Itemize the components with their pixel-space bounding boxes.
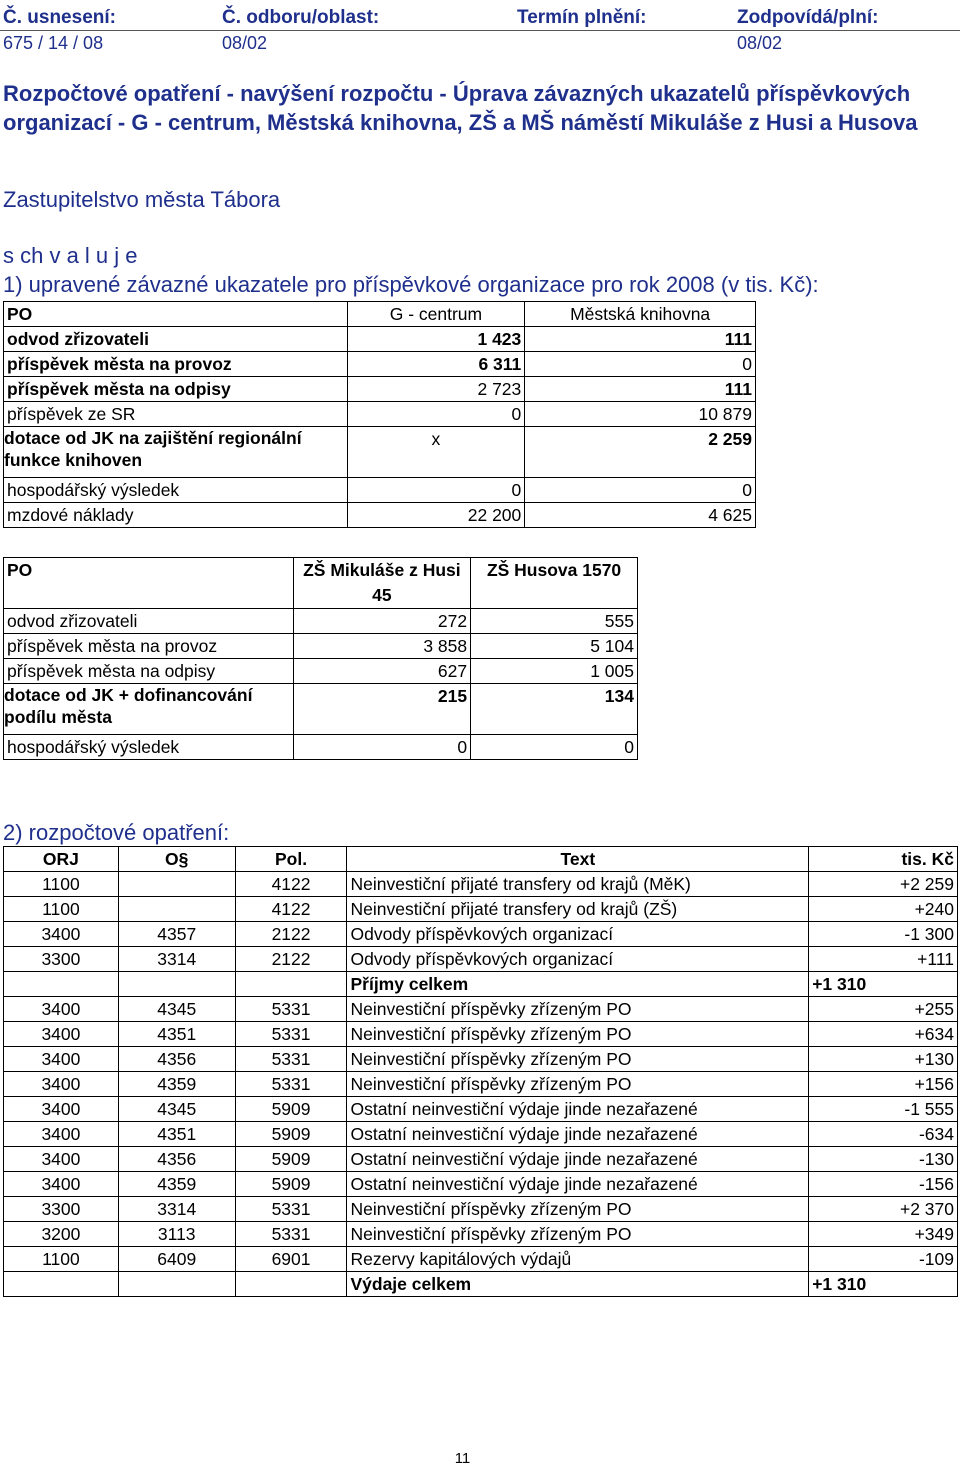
paragraph-cell: 4359 <box>118 1072 235 1097</box>
orj-cell: 3400 <box>4 1097 119 1122</box>
amount-cell: +240 <box>809 897 958 922</box>
table-row <box>4 922 958 947</box>
orj-cell: 3400 <box>4 1022 119 1047</box>
header-value-department: 08/02 <box>222 33 268 53</box>
text-cell: Neinvestiční příspěvky zřízeným PO <box>347 1022 809 1047</box>
table-row <box>4 1122 958 1147</box>
text-cell: Příjmy celkem <box>347 972 809 997</box>
row-value: 215 <box>293 684 471 735</box>
row-label: příspěvek města na provoz <box>4 352 348 377</box>
item-cell: 5909 <box>235 1147 347 1172</box>
row-value: 134 <box>471 684 638 735</box>
amount-cell: +130 <box>809 1047 958 1072</box>
row-value: 0 <box>525 352 756 377</box>
orj-cell: 1100 <box>4 872 119 897</box>
paragraph-cell: 4345 <box>118 997 235 1022</box>
paragraph-cell <box>118 1272 235 1297</box>
table-row <box>4 352 756 377</box>
row-label: příspěvek města na odpisy <box>4 377 348 402</box>
item-cell: 4122 <box>235 897 347 922</box>
table-row <box>4 947 958 972</box>
row-value: 0 <box>347 478 525 503</box>
amount-cell: +156 <box>809 1072 958 1097</box>
amount-cell: -109 <box>809 1247 958 1272</box>
row-value: 2 259 <box>525 427 756 478</box>
row-label: dotace od JK na zajištění regionální funkce knihoven <box>4 427 348 478</box>
amount-cell: +1 310 <box>809 1272 958 1297</box>
page-number: 11 <box>454 1450 471 1467</box>
row-value: 555 <box>471 609 638 634</box>
table-header-cell: PO <box>4 302 348 327</box>
orj-cell: 3300 <box>4 1197 119 1222</box>
text-cell: Neinvestiční příspěvky zřízeným PO <box>347 1072 809 1097</box>
table-row <box>4 1097 958 1122</box>
council-text: Zastupitelstvo města Tábora <box>3 187 281 212</box>
table-header-cell: G - centrum <box>347 302 525 327</box>
header-label-responsible: Zodpovídá/plní: <box>737 7 879 28</box>
paragraph-cell: 4345 <box>118 1097 235 1122</box>
table-row <box>4 1247 958 1272</box>
orj-cell: 3400 <box>4 1122 119 1147</box>
text-cell: Ostatní neinvestiční výdaje jinde nezařazené <box>347 1172 809 1197</box>
table-row <box>4 427 756 478</box>
row-value: 627 <box>293 659 471 684</box>
paragraph-cell: 4356 <box>118 1147 235 1172</box>
row-label: odvod zřizovateli <box>4 609 294 634</box>
row-value: 3 858 <box>293 634 471 659</box>
table-row <box>4 1272 958 1297</box>
row-label: příspěvek ze SR <box>4 402 348 427</box>
item-1-heading: 1) upravené závazné ukazatele pro příspěvkové organizace pro rok 2008 (v tis. Kč): <box>3 272 819 297</box>
row-value: 4 625 <box>525 503 756 528</box>
orj-cell: 3200 <box>4 1222 119 1247</box>
amount-cell: +2 370 <box>809 1197 958 1222</box>
budget-rows <box>4 872 958 1297</box>
orj-cell: 3400 <box>4 922 119 947</box>
orj-cell: 3400 <box>4 1172 119 1197</box>
indicators-table-1 <box>3 301 756 528</box>
row-label: hospodářský výsledek <box>4 735 294 760</box>
item-cell: 5909 <box>235 1122 347 1147</box>
row-value: 10 879 <box>525 402 756 427</box>
amount-cell: +255 <box>809 997 958 1022</box>
item-cell <box>235 1272 347 1297</box>
header-label-deadline: Termín plnění: <box>517 7 647 28</box>
row-label: hospodářský výsledek <box>4 478 348 503</box>
table-header-cell: ZŠ Husova 1570 <box>471 558 638 609</box>
paragraph-cell: 3113 <box>118 1222 235 1247</box>
row-label: příspěvek města na provoz <box>4 634 294 659</box>
item-cell: 5331 <box>235 1197 347 1222</box>
paragraph-cell: 4357 <box>118 922 235 947</box>
orj-cell: 3300 <box>4 947 119 972</box>
text-cell: Odvody příspěvkových organizací <box>347 922 809 947</box>
header-label-department: Č. odboru/oblast: <box>222 7 380 28</box>
item-cell: 5331 <box>235 1047 347 1072</box>
paragraph-cell <box>118 972 235 997</box>
row-value: 272 <box>293 609 471 634</box>
row-label: mzdové náklady <box>4 503 348 528</box>
document-title: Rozpočtové opatření - navýšení rozpočtu - Úprava závazných ukazatelů příspěvkových organizací - G - centrum, Městská knihovna, ZŠ a MŠ náměstí Mikuláše z Husi a Husova <box>3 81 918 135</box>
paragraph-cell: 4356 <box>118 1047 235 1072</box>
table-header-row <box>4 558 638 609</box>
text-cell: Ostatní neinvestiční výdaje jinde nezařazené <box>347 1122 809 1147</box>
table-row <box>4 609 638 634</box>
table-header-cell: PO <box>4 558 294 609</box>
paragraph-cell: 4351 <box>118 1022 235 1047</box>
text-cell: Výdaje celkem <box>347 1272 809 1297</box>
header-value-responsible: 08/02 <box>737 33 783 53</box>
amount-cell: +1 310 <box>809 972 958 997</box>
table-header-cell: O§ <box>118 847 235 872</box>
table-header-cell: ZŠ Mikuláše z Husi 45 <box>293 558 471 609</box>
budget-measure-table <box>3 846 958 1297</box>
table-row <box>4 327 756 352</box>
row-value: 0 <box>525 478 756 503</box>
table-header-cell: Městská knihovna <box>525 302 756 327</box>
amount-cell: +634 <box>809 1022 958 1047</box>
item-cell: 5331 <box>235 1022 347 1047</box>
amount-cell: -130 <box>809 1147 958 1172</box>
item-cell: 5331 <box>235 997 347 1022</box>
orj-cell: 3400 <box>4 1047 119 1072</box>
paragraph-cell: 4351 <box>118 1122 235 1147</box>
row-value: 1 423 <box>347 327 525 352</box>
paragraph-cell <box>118 872 235 897</box>
header-divider <box>0 30 960 31</box>
item-cell <box>235 972 347 997</box>
indicators-table-2 <box>3 557 638 760</box>
row-value: 0 <box>293 735 471 760</box>
table-row <box>4 402 756 427</box>
orj-cell: 3400 <box>4 1072 119 1097</box>
orj-cell: 3400 <box>4 997 119 1022</box>
table-header-cell: tis. Kč <box>809 847 958 872</box>
table-row <box>4 972 958 997</box>
row-value: 6 311 <box>347 352 525 377</box>
orj-cell <box>4 972 119 997</box>
orj-cell: 3400 <box>4 1147 119 1172</box>
header-label-resolution-no: Č. usnesení: <box>3 7 116 28</box>
text-cell: Neinvestiční příspěvky zřízeným PO <box>347 1197 809 1222</box>
amount-cell: +349 <box>809 1222 958 1247</box>
table-row <box>4 634 638 659</box>
paragraph-cell: 3314 <box>118 947 235 972</box>
row-value: 22 200 <box>347 503 525 528</box>
row-value: 0 <box>471 735 638 760</box>
amount-cell: +111 <box>809 947 958 972</box>
table-row <box>4 997 958 1022</box>
table-row <box>4 377 756 402</box>
table-row <box>4 1072 958 1097</box>
item-cell: 5331 <box>235 1072 347 1097</box>
header-value-resolution-no: 675 / 14 / 08 <box>3 33 104 53</box>
table-row <box>4 1022 958 1047</box>
table-row <box>4 1222 958 1247</box>
paragraph-cell: 3314 <box>118 1197 235 1222</box>
amount-cell: -1 300 <box>809 922 958 947</box>
paragraph-cell: 6409 <box>118 1247 235 1272</box>
approves-text: s ch v a l u j e <box>3 243 138 268</box>
row-label: příspěvek města na odpisy <box>4 659 294 684</box>
table-row <box>4 1047 958 1072</box>
table-header-row <box>4 302 756 327</box>
table-row <box>4 1147 958 1172</box>
table-header-cell: ORJ <box>4 847 119 872</box>
text-cell: Neinvestiční přijaté transfery od krajů (MěK) <box>347 872 809 897</box>
item-cell: 5331 <box>235 1222 347 1247</box>
row-value: 111 <box>525 377 756 402</box>
item-cell: 5909 <box>235 1172 347 1197</box>
row-value: 0 <box>347 402 525 427</box>
text-cell: Odvody příspěvkových organizací <box>347 947 809 972</box>
item-cell: 2122 <box>235 922 347 947</box>
text-cell: Neinvestiční příspěvky zřízeným PO <box>347 1222 809 1247</box>
row-value: 111 <box>525 327 756 352</box>
item-cell: 5909 <box>235 1097 347 1122</box>
item-cell: 2122 <box>235 947 347 972</box>
text-cell: Neinvestiční příspěvky zřízeným PO <box>347 1047 809 1072</box>
text-cell: Ostatní neinvestiční výdaje jinde nezařazené <box>347 1097 809 1122</box>
table-row <box>4 478 756 503</box>
table-row <box>4 659 638 684</box>
amount-cell: -156 <box>809 1172 958 1197</box>
item-cell: 4122 <box>235 872 347 897</box>
paragraph-cell <box>118 897 235 922</box>
table-row <box>4 1197 958 1222</box>
row-value: x <box>347 427 525 478</box>
orj-cell: 1100 <box>4 1247 119 1272</box>
text-cell: Rezervy kapitálových výdajů <box>347 1247 809 1272</box>
row-value: 2 723 <box>347 377 525 402</box>
table-header-cell: Pol. <box>235 847 347 872</box>
text-cell: Neinvestiční příspěvky zřízeným PO <box>347 997 809 1022</box>
text-cell: Neinvestiční přijaté transfery od krajů (ZŠ) <box>347 897 809 922</box>
table-row <box>4 897 958 922</box>
table-row <box>4 684 638 735</box>
table-row <box>4 872 958 897</box>
item-cell: 6901 <box>235 1247 347 1272</box>
table-row <box>4 735 638 760</box>
orj-cell: 1100 <box>4 897 119 922</box>
paragraph-cell: 4359 <box>118 1172 235 1197</box>
row-value: 5 104 <box>471 634 638 659</box>
row-value: 1 005 <box>471 659 638 684</box>
amount-cell: +2 259 <box>809 872 958 897</box>
amount-cell: -634 <box>809 1122 958 1147</box>
table-row <box>4 503 756 528</box>
amount-cell: -1 555 <box>809 1097 958 1122</box>
table-header-cell: Text <box>347 847 809 872</box>
table-header-row <box>4 847 958 872</box>
row-label: dotace od JK + dofinancování podílu města <box>4 684 294 735</box>
item-2-heading: 2) rozpočtové opatření: <box>3 820 230 845</box>
orj-cell <box>4 1272 119 1297</box>
table-row <box>4 1172 958 1197</box>
text-cell: Ostatní neinvestiční výdaje jinde nezařazené <box>347 1147 809 1172</box>
row-label: odvod zřizovateli <box>4 327 348 352</box>
